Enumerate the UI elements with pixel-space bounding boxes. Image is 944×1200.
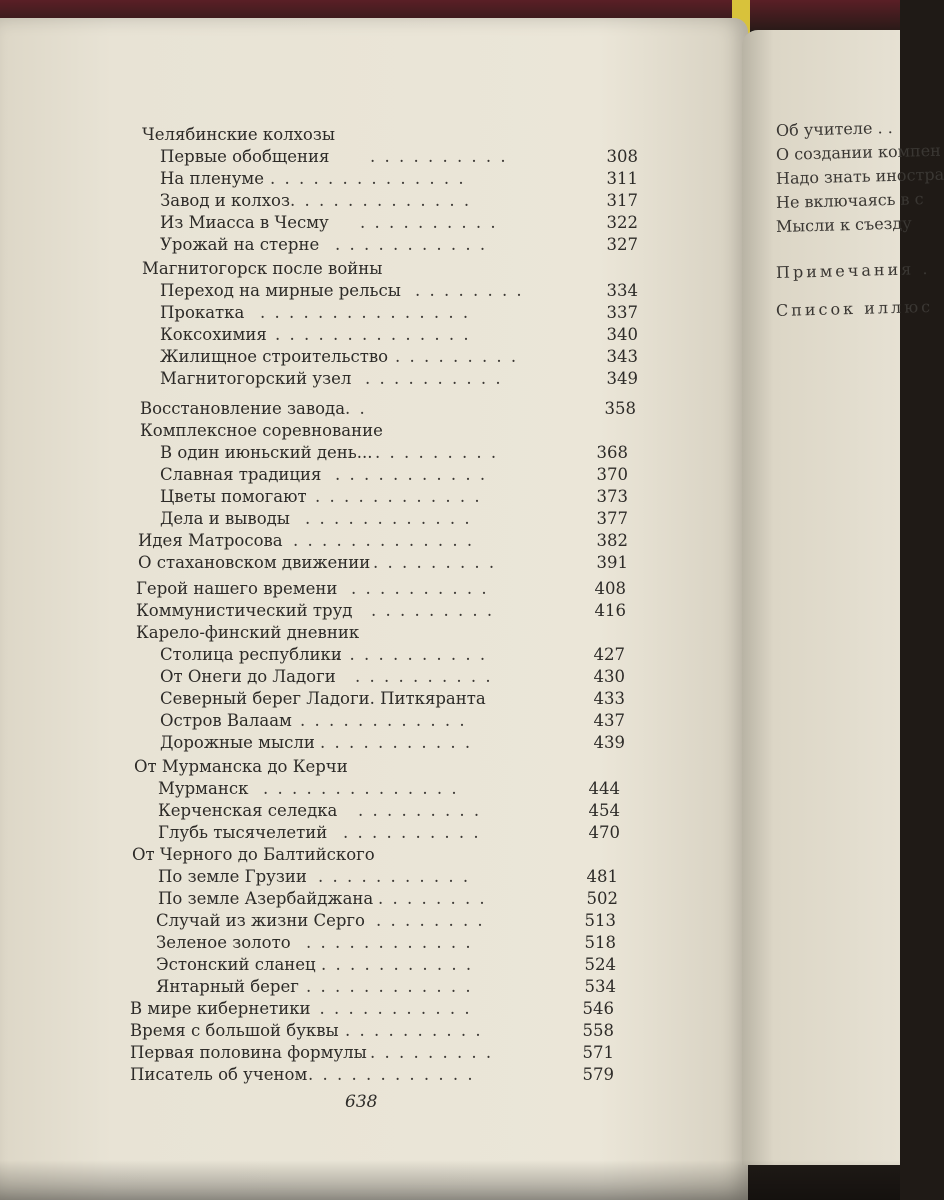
toc-page-number: 470: [588, 823, 620, 842]
toc-section: [140, 420, 636, 442]
toc-entry: По земле Азербайджана . . . . . . . . 502: [158, 889, 618, 908]
toc-page-number: 382: [596, 531, 628, 550]
toc-section: [142, 258, 638, 280]
toc-title: Магнитогорск после войны: [142, 259, 383, 278]
toc-page-number: 391: [596, 553, 628, 572]
toc-title: Восстановление завода: [140, 399, 346, 418]
toc-entry: Дорожные мысли . . . . . . . . . . . 439: [160, 733, 625, 752]
toc-title: Магнитогорский узел: [160, 369, 352, 388]
toc-entry: Янтарный берег . . . . . . . . . . . . 534: [156, 977, 616, 996]
toc-page-number: 327: [606, 235, 638, 254]
toc-title: Челябинские колхозы: [142, 125, 335, 144]
toc-entry: Из Миасса в Чесму . . . . . . . . . . 322: [160, 213, 638, 232]
toc-page-number: 427: [593, 645, 625, 664]
toc-page-number: 433: [593, 689, 625, 708]
toc-title: Переход на мирные рельсы: [160, 281, 401, 300]
toc-title: По земле Грузии: [158, 867, 307, 886]
toc-entry: Остров Валаам . . . . . . . . . . . . 437: [160, 711, 625, 730]
toc-page-number: 571: [582, 1043, 614, 1062]
toc-entry: Урожай на стерне . . . . . . . . . . . 327: [160, 235, 638, 254]
toc-page-number: 368: [596, 443, 628, 462]
toc-title: Первая половина формулы: [130, 1043, 367, 1062]
toc-title: Дела и выводы: [160, 509, 290, 528]
toc-page-number: 337: [606, 303, 638, 322]
toc-entry: Жилищное строительство . . . . . . . . . 343: [160, 347, 638, 366]
toc-title: Остров Валаам: [160, 711, 292, 730]
toc-entry: Коммунистический труд . . . . . . . . . 416: [136, 601, 626, 620]
toc-title: Писатель об ученом: [130, 1065, 308, 1084]
toc-title: Время с большой буквы: [130, 1021, 339, 1040]
toc-section: [142, 124, 638, 146]
toc-entry: Магнитогорский узел . . . . . . . . . . 349: [160, 369, 638, 388]
toc-title: Эстонский сланец: [156, 955, 316, 974]
toc-entry: Глубь тысячелетий . . . . . . . . . . 470: [158, 823, 620, 842]
toc-page-number: 502: [586, 889, 618, 908]
toc-page-number: 430: [593, 667, 625, 686]
toc-page-number: 349: [606, 369, 638, 388]
toc-entry: Завод и колхоз . . . . . . . . . . . . . 317: [160, 191, 638, 210]
right-line: Надо знать иностра: [775, 164, 944, 188]
toc-entry: Керченская селедка . . . . . . . . . 454: [158, 801, 620, 820]
toc-title: Зеленое золото: [156, 933, 291, 952]
toc-entry: Прокатка . . . . . . . . . . . . . . . 337: [160, 303, 638, 322]
toc-title: Завод и колхоз: [160, 191, 290, 210]
toc-title: Коксохимия: [160, 325, 267, 344]
toc-page-number: 308: [606, 147, 638, 166]
toc-title: На пленуме: [160, 169, 265, 188]
toc-page-number: 322: [606, 213, 638, 232]
toc-title: Дорожные мысли: [160, 733, 315, 752]
toc-title: По земле Азербайджана: [158, 889, 374, 908]
toc-title: Мурманск: [158, 779, 249, 798]
toc-title: Из Миасса в Чесму: [160, 213, 329, 232]
toc-title: В мире кибернетики: [130, 999, 311, 1018]
toc-page-number: 358: [604, 399, 636, 418]
toc-title: Янтарный берег: [156, 977, 299, 996]
toc-entry: В один июньский день... . . . . . . . . . 368: [160, 443, 628, 462]
toc-entry: По земле Грузии . . . . . . . . . . . 481: [158, 867, 618, 886]
right-line: Примечания .: [775, 258, 931, 282]
toc-page-number: 311: [606, 169, 638, 188]
toc-title: Урожай на стерне: [160, 235, 320, 254]
toc-entry: Герой нашего времени . . . . . . . . . . 408: [136, 579, 626, 598]
toc-title: От Мурманска до Керчи: [134, 757, 348, 776]
toc-title: От Черного до Балтийского: [132, 845, 375, 864]
toc-title: Коммунистический труд: [136, 601, 353, 620]
toc-page-number: 518: [584, 933, 616, 952]
toc-entry: Писатель об ученом . . . . . . . . . . . . 579: [130, 1065, 614, 1084]
toc-page-number: 317: [606, 191, 638, 210]
toc-title: Глубь тысячелетий: [158, 823, 328, 842]
toc-section: [134, 756, 624, 778]
toc-title: Герой нашего времени: [136, 579, 338, 598]
toc-entry: Столица республики . . . . . . . . . . . 427: [160, 645, 625, 664]
toc-page-number: 534: [584, 977, 616, 996]
toc-entry: Время с большой буквы . . . . . . . . . . 558: [130, 1021, 614, 1040]
toc-entry: [160, 688, 625, 710]
toc-entry: Идея Матросова . . . . . . . . . . . . . 382: [138, 531, 628, 550]
toc-page-number: 377: [596, 509, 628, 528]
toc-entry: Мурманск . . . . . . . . . . . . . . 444: [158, 779, 620, 798]
toc-entry: Первая половина формулы . . . . . . . . . 571: [130, 1043, 614, 1062]
toc-page-number: 558: [582, 1021, 614, 1040]
toc-entry: Случай из жизни Серго . . . . . . . . 513: [156, 911, 616, 930]
toc-page-number: 334: [606, 281, 638, 300]
toc-page-number: 343: [606, 347, 638, 366]
toc-title: От Онеги до Ладоги: [160, 667, 336, 686]
toc-page-number: 524: [584, 955, 616, 974]
toc-entry: Первые обобщения . . . . . . . . . . 308: [160, 147, 638, 166]
toc-title: Славная традиция: [160, 465, 322, 484]
right-line: О создании компен: [775, 140, 942, 164]
toc-entry: О стахановском движении . . . . . . . . . 391: [138, 553, 628, 572]
toc-entry: От Онеги до Ладоги . . . . . . . . . . 430: [160, 667, 625, 686]
right-line: Об учителе . .: [775, 117, 893, 140]
toc-title: Северный берег Ладоги. Питкяранта: [160, 689, 486, 708]
toc-page-number: 513: [584, 911, 616, 930]
toc-section: [136, 622, 626, 644]
toc-title: Цветы помогают: [160, 487, 307, 506]
toc-title: Первые обобщения: [160, 147, 330, 166]
toc-page-number: 546: [582, 999, 614, 1018]
toc-entry: На пленуме . . . . . . . . . . . . . . 311: [160, 169, 638, 188]
toc-entry: Славная традиция . . . . . . . . . . . 370: [160, 465, 628, 484]
toc-page-number: 454: [588, 801, 620, 820]
right-line: Список иллюс: [775, 296, 934, 320]
right-line: Не включаясь в с: [775, 189, 924, 212]
toc-page-number: 373: [596, 487, 628, 506]
toc-page-number: 340: [606, 325, 638, 344]
toc-title: Керченская селедка: [158, 801, 338, 820]
toc-title: Случай из жизни Серго: [156, 911, 365, 930]
toc-entry: Дела и выводы . . . . . . . . . . . . 377: [160, 509, 628, 528]
toc-page-number: 439: [593, 733, 625, 752]
toc-title: В один июньский день...: [160, 443, 373, 462]
toc-title: Жилищное строительство: [160, 347, 389, 366]
toc-page-number: 416: [594, 601, 626, 620]
toc-entry: В мире кибернетики . . . . . . . . . . . . 546: [130, 999, 614, 1018]
toc-section: [132, 844, 620, 866]
toc-title: Карело-финский дневник: [136, 623, 360, 642]
toc-entry: Зеленое золото . . . . . . . . . . . . 518: [156, 933, 616, 952]
toc-title: О стахановском движении: [138, 553, 371, 572]
toc-page-number: 370: [596, 465, 628, 484]
toc-entry: Коксохимия . . . . . . . . . . . . . . 340: [160, 325, 638, 344]
toc-title: Прокатка: [160, 303, 245, 322]
toc-page-number: 444: [588, 779, 620, 798]
toc-entry: Переход на мирные рельсы . . . . . . . . 334: [160, 281, 638, 300]
toc-entry: Восстановление завода . . 358: [140, 399, 636, 418]
toc-page-number: 481: [586, 867, 618, 886]
toc-title: Столица республики: [160, 645, 342, 664]
toc-page-number: 408: [594, 579, 626, 598]
right-line: Мысли к съезду: [775, 213, 912, 236]
toc-title: Идея Матросова: [138, 531, 283, 550]
page-number: 638: [345, 1092, 378, 1112]
toc-entry: Эстонский сланец . . . . . . . . . . . 524: [156, 955, 616, 974]
toc-entry: Цветы помогают . . . . . . . . . . . . 373: [160, 487, 628, 506]
toc-page-number: 437: [593, 711, 625, 730]
toc-title: Комплексное соревнование: [140, 421, 383, 440]
toc-page-number: 579: [582, 1065, 614, 1084]
